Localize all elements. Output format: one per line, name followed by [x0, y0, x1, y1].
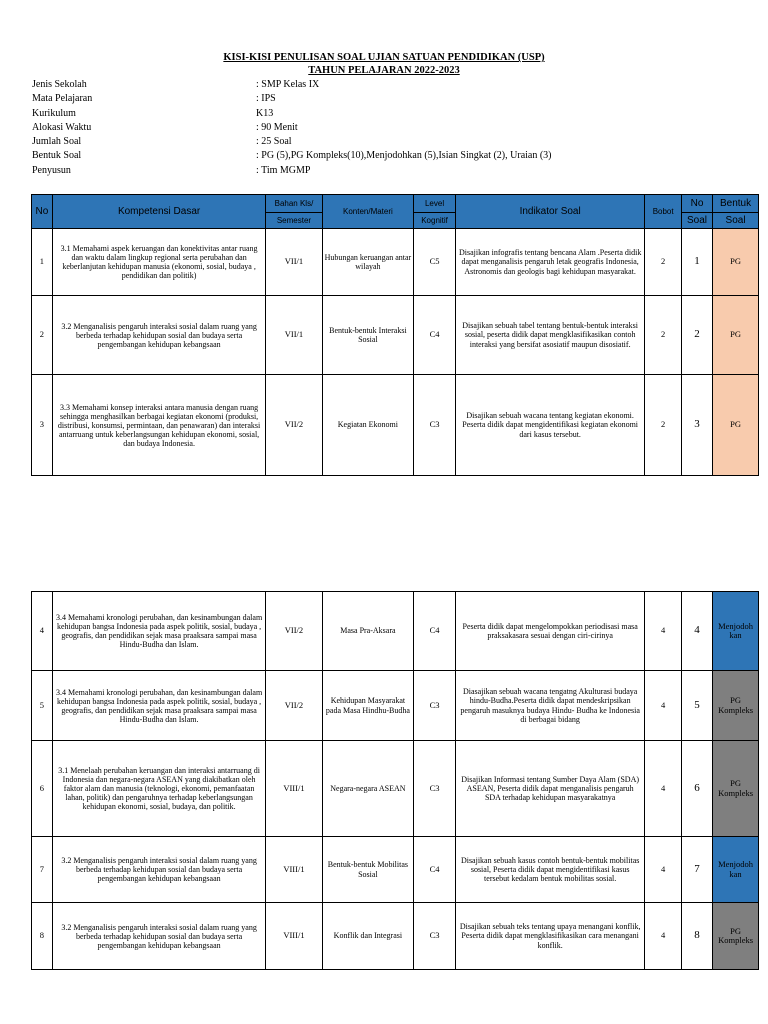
row-kd: 3.1 Menelaah perubahan keruangan dan interaksi antarruang di Indonesia dan negara-negara ASEAN yang diakibatkan oleh faktor alam dan manusia (teknologi, ekonomi, pemanfaatan lahan, politik) dan pengaruhnya terhadap keberlangsungan kehidupan ekonomi, sosial, budaya, dan politik.	[52, 741, 266, 837]
header-kognitif: Kognitif	[414, 213, 456, 229]
row-no: 8	[32, 903, 53, 970]
row-bobot: 4	[645, 671, 681, 741]
row-kd: 3.2 Menganalisis pengaruh interaksi sosial dalam ruang yang berbeda terhadap kehidupan sosial dan budaya serta pengembangan kehidupan kebangsaan	[52, 837, 266, 903]
row-materi: Masa Pra-Aksara	[322, 592, 414, 671]
row-bentuk: Menjodoh kan	[713, 592, 759, 671]
info-value: : 25 Soal	[256, 136, 292, 148]
info-label: Jenis Sekolah	[32, 79, 87, 90]
info-value: : Tim MGMP	[256, 164, 311, 176]
row-kelas: VII/2	[266, 375, 322, 476]
row-kelas: VII/1	[266, 296, 322, 375]
info-row	[32, 121, 552, 135]
row-level: C3	[414, 671, 456, 741]
table-row	[32, 903, 759, 970]
info-row	[32, 92, 552, 106]
header-konten: Konten/Materi	[322, 195, 414, 229]
row-level: C4	[414, 592, 456, 671]
table-row	[32, 229, 759, 296]
row-bentuk: Menjodoh kan	[713, 837, 759, 903]
info-label: Alokasi Waktu	[32, 121, 92, 133]
info-label: Jumlah Soal	[32, 136, 82, 148]
header-row	[32, 195, 759, 213]
header-soal-bentuk: Soal	[713, 213, 759, 229]
row-no: 1	[32, 229, 53, 296]
info-row	[32, 107, 552, 121]
row-bobot: 2	[645, 296, 681, 375]
header-bahan: Bahan Kls/	[266, 195, 322, 213]
row-no: 4	[32, 592, 53, 671]
row-bobot: 2	[645, 375, 681, 476]
row-nosoal: 6	[681, 741, 712, 837]
row-kelas: VII/2	[266, 671, 322, 741]
row-nosoal: 3	[681, 375, 712, 476]
row-materi: Negara-negara ASEAN	[322, 741, 414, 837]
header-level: Level	[414, 195, 456, 213]
info-block	[32, 78, 552, 178]
row-no: 3	[32, 375, 53, 476]
row-indikator: Disajikan sebuah kasus contoh bentuk-bentuk mobilitas sosial, Peserta didik dapat mengidentifikasi kasus tersebut kedalam bentuk mobilitas sosial.	[455, 837, 645, 903]
row-indikator: Disajikan sebuah tabel tentang bentuk-bentuk interaksi sosial, peserta didik dapat mengklasifikasikan contoh interaksi yang bersifat asosiatif maupun disosiatif.	[455, 296, 645, 375]
info-value: : IPS	[256, 93, 276, 105]
row-nosoal: 5	[681, 671, 712, 741]
info-label: Bentuk Soal	[32, 150, 82, 162]
row-indikator: Disajikan sebuah wacana tentang kegiatan ekonomi. Peserta didik dapat mengidentifikasi kegiatan ekonomi dari kasus tersebut.	[455, 375, 645, 476]
row-kd: 3.2 Menganalisis pengaruh interaksi sosial dalam ruang yang berbeda terhadap kehidupan sosial dan budaya serta pengembangan kehidupan kebangsaan	[52, 903, 266, 970]
row-no: 5	[32, 671, 53, 741]
row-nosoal: 2	[681, 296, 712, 375]
row-materi: Kehidupan Masyarakat pada Masa Hindhu-Budha	[322, 671, 414, 741]
row-bobot: 2	[645, 229, 681, 296]
row-no: 6	[32, 741, 53, 837]
row-bentuk: PG	[713, 229, 759, 296]
document-subtitle: TAHUN PELAJARAN 2022-2023	[308, 65, 460, 76]
info-value: K13	[256, 107, 274, 119]
row-bentuk: PG Kompleks	[713, 741, 759, 837]
header-bentuk: Bentuk	[713, 195, 759, 213]
row-kd: 3.4 Memahami kronologi perubahan, dan kesinambungan dalam kehidupan bangsa Indonesia pada aspek politik, sosial, budaya , geografis, dan pendidikan sejak masa praaksara sampai masa Hindu-Budha dan Islam.	[52, 592, 266, 671]
row-level: C4	[414, 296, 456, 375]
table-row	[32, 375, 759, 476]
row-indikator: Peserta didik dapat mengelompokkan periodisasi masa praksakasara sesuai dengan ciri-cirinya	[455, 592, 645, 671]
row-no: 7	[32, 837, 53, 903]
table-row	[32, 741, 759, 837]
info-label: Mata Pelajaran	[32, 93, 93, 105]
row-materi: Bentuk-bentuk Mobilitas Sosial	[322, 837, 414, 903]
row-indikator: Disajikan Informasi tentang Sumber Daya Alam (SDA) ASEAN, Peserta didik dapat menganalisis pengaruh SDA terhadap kehidupan masyarakatnya	[455, 741, 645, 837]
row-materi: Hubungan keruangan antar wilayah	[322, 229, 414, 296]
row-kelas: VIII/1	[266, 903, 322, 970]
row-kelas: VIII/1	[266, 741, 322, 837]
row-bentuk: PG	[713, 296, 759, 375]
row-bobot: 4	[645, 903, 681, 970]
row-level: C3	[414, 375, 456, 476]
table-row	[32, 296, 759, 375]
row-bentuk: PG	[713, 375, 759, 476]
table-row	[32, 837, 759, 903]
header-no: No	[32, 195, 53, 229]
info-value: : 90 Menit	[256, 121, 298, 133]
row-nosoal: 7	[681, 837, 712, 903]
info-value: : SMP Kelas IX	[256, 79, 320, 90]
row-nosoal: 1	[681, 229, 712, 296]
info-value: : PG (5),PG Kompleks(10),Menjodohkan (5),Isian Singkat (2), Uraian (3)	[256, 150, 552, 162]
table-row	[32, 592, 759, 671]
row-bobot: 4	[645, 592, 681, 671]
info-label: Kurikulum	[32, 107, 76, 119]
kisi-table-bottom	[31, 591, 759, 970]
header-kd: Kompetensi Dasar	[52, 195, 266, 229]
row-kd: 3.3 Memahami konsep interaksi antara manusia dengan ruang sehingga menghasilkan berbagai kegiatan ekonomi (produksi, distribusi, konsumsi, permintaan, dan penawaran) dan interaksi antarruang untuk keberlangsungan kehidupan ekonomi, sosial, dan budaya Indonesia.	[52, 375, 266, 476]
info-row	[32, 135, 552, 149]
header-nosoal: No	[681, 195, 712, 213]
row-indikator: Disajikan infografis tentang bencana Alam .Peserta didik dapat menganalisis pengaruh letak geografis Indonesia, Astronomis dan geologis bagi kehidupan masyarakat.	[455, 229, 645, 296]
info-row	[32, 149, 552, 163]
row-nosoal: 4	[681, 592, 712, 671]
row-level: C3	[414, 741, 456, 837]
row-materi: Bentuk-bentuk Interaksi Sosial	[322, 296, 414, 375]
row-kelas: VII/1	[266, 229, 322, 296]
header-indikator: Indikator Soal	[455, 195, 645, 229]
row-bentuk: PG Kompleks	[713, 671, 759, 741]
document-title: KISI-KISI PENULISAN SOAL UJIAN SATUAN PENDIDIKAN (USP)	[223, 52, 545, 63]
info-row	[32, 78, 552, 92]
row-bobot: 4	[645, 741, 681, 837]
row-kd: 3.2 Menganalisis pengaruh interaksi sosial dalam ruang yang berbeda terhadap kehidupan sosial dan budaya serta pengembangan kehidupan kebangsaan	[52, 296, 266, 375]
row-indikator: Disajikan sebuah teks tentang upaya menangani konflik, Peserta didik dapat mengklasifikasikan cara menangani konflik.	[455, 903, 645, 970]
info-row	[32, 164, 552, 178]
row-level: C3	[414, 903, 456, 970]
row-kd: 3.4 Memahami kronologi perubahan, dan kesinambungan dalam kehidupan bangsa Indonesia pada aspek politik, sosial, budaya , geografis, dan pendidikan sejak masa praaksara sampai masa Hindu-Budha dan Islam.	[52, 671, 266, 741]
row-materi: Kegiatan Ekonomi	[322, 375, 414, 476]
row-kelas: VIII/1	[266, 837, 322, 903]
row-nosoal: 8	[681, 903, 712, 970]
header-semester: Semester	[266, 213, 322, 229]
kisi-table-top	[31, 194, 759, 476]
row-bentuk: PG Kompleks	[713, 903, 759, 970]
header-soal: Soal	[681, 213, 712, 229]
row-bobot: 4	[645, 837, 681, 903]
header-bobot: Bobot	[645, 195, 681, 229]
row-kelas: VII/2	[266, 592, 322, 671]
table-row	[32, 671, 759, 741]
row-kd: 3.1 Memahami aspek keruangan dan konektivitas antar ruang dan waktu dalam lingkup regional serta perubahan dan keberlanjutan kehidupan manusia (ekonomi, sosial, budaya , pendidikan dan politik)	[52, 229, 266, 296]
row-materi: Konflik dan Integrasi	[322, 903, 414, 970]
row-level: C5	[414, 229, 456, 296]
row-level: C4	[414, 837, 456, 903]
info-label: Penyusun	[32, 164, 71, 176]
row-no: 2	[32, 296, 53, 375]
row-indikator: Diasajikan sebuah wacana tengatng Akulturasi budaya hindu-Budha.Peserta didik dapat mendeskripsikan pengaruh masuknya budaya Hindu- Budha ke Indonesia di berbagai bidang	[455, 671, 645, 741]
